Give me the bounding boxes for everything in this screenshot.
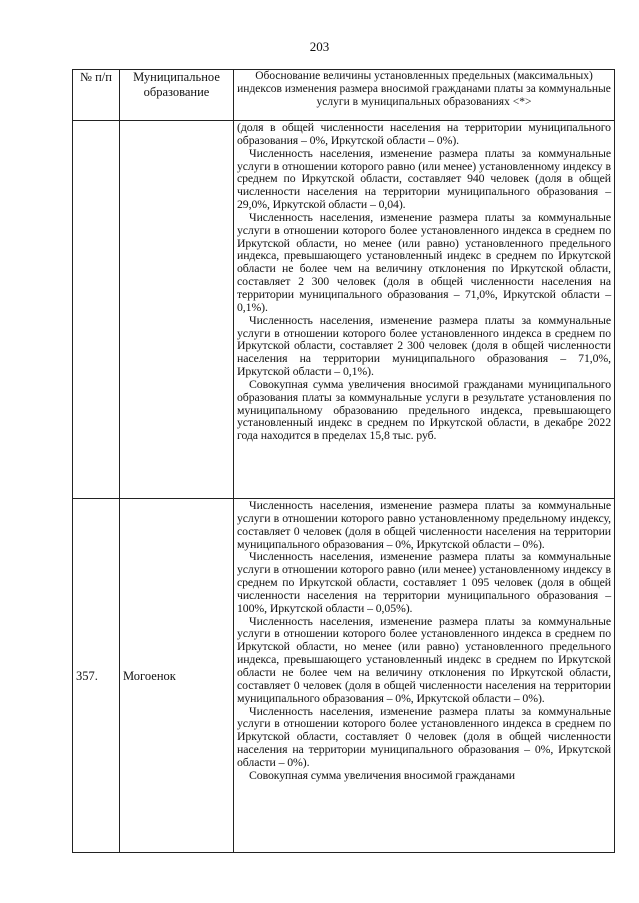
justification-paragraph: (доля в общей численности населения на территории муниципального образования – 0%, Иркутской области – 0%). <box>237 120 611 147</box>
row-justification <box>234 121 615 499</box>
row-municipality <box>120 121 234 499</box>
row-number: 357. <box>73 499 120 853</box>
header-number: № п/п <box>73 70 120 121</box>
justification-paragraph: Совокупная сумма увеличения вносимой гражданами муниципального образования платы за коммунальные услуги в результате установления по муниципальному образованию предельного индекса, превышающего установленный индекс в среднем по Иркутской области, в декабре 2022 года находится в пределах 15,8 тыс. руб. <box>237 376 611 443</box>
justification-paragraph: Численность населения, изменение размера платы за коммунальные услуги в отношении которого равно установленному предельному индексу, составляет 0 человек (доля в общей численности населения на территории муниципального образования – 0%, Иркутской области – 0%). <box>237 498 611 551</box>
header-justification: Обоснование величины установленных предельных (максимальных) индексов изменения размера вносимой гражданами платы за коммунальные услуги в муниципальных образованиях <*> <box>234 70 615 121</box>
row-municipality: Могоенок <box>120 499 234 853</box>
header-municipality: Муниципальное образование <box>120 70 234 121</box>
tariff-justification-table <box>72 69 615 853</box>
justification-paragraph: Численность населения, изменение размера платы за коммунальные услуги в отношении которого более установленного индекса в среднем по Иркутской области, но менее (или равно) установленного предельного индекса, превышающего установленный индекс в среднем по Иркутской области не более чем на величину отклонения по Иркутской области, составляет 0 человек (доля в общей численности населения на территории муниципального образования – 0%, Иркутской области – 0%). <box>237 613 611 705</box>
justification-paragraph: Численность населения, изменение размера платы за коммунальные услуги в отношении которого более установленного индекса в среднем по Иркутской области, но менее (или равно) установленного предельного индекса, превышающего установленный индекс в среднем по Иркутской области не более чем на величину отклонения по Иркутской области, составляет 2 300 человек (доля в общей численности населения на территории муниципального образования – 71,0%, Иркутской области – 0,1%). <box>237 209 611 314</box>
justification-paragraph: Численность населения, изменение размера платы за коммунальные услуги в отношении которого равно (или менее) установленному индексу в среднем по Иркутской области, составляет 940 человек (доля в общей численности населения на территории муниципального образования – 29,0%, Иркутской области – 0,04). <box>237 145 611 212</box>
justification-paragraph: Численность населения, изменение размера платы за коммунальные услуги в отношении которого более установленного индекса в среднем по Иркутской области, составляет 0 человек (доля в общей численности населения на территории муниципального образования – 0%, Иркутской области – 0%). <box>237 703 611 769</box>
table-row <box>73 499 615 853</box>
justification-paragraph: Численность населения, изменение размера платы за коммунальные услуги в отношении которого более установленного индекса в среднем по Иркутской области, составляет 2 300 человек (доля в общей численности населения на территории муниципального образования – 71,0%, Иркутской области – 0,1%). <box>237 312 611 379</box>
row-number <box>73 121 120 499</box>
row-justification <box>234 499 615 853</box>
justification-paragraph: Численность населения, изменение размера платы за коммунальные услуги в отношении которого равно (или менее) установленному индексу в среднем по Иркутской области, составляет 1 095 человек (доля в общей численности населения на территории муниципального образования – 100%, Иркутской области – 0,05%). <box>237 549 611 615</box>
table-row <box>73 121 615 499</box>
justification-paragraph: Совокупная сумма увеличения вносимой гражданами <box>249 767 515 782</box>
table-header-row <box>73 70 615 121</box>
page-number: 203 <box>309 39 330 54</box>
